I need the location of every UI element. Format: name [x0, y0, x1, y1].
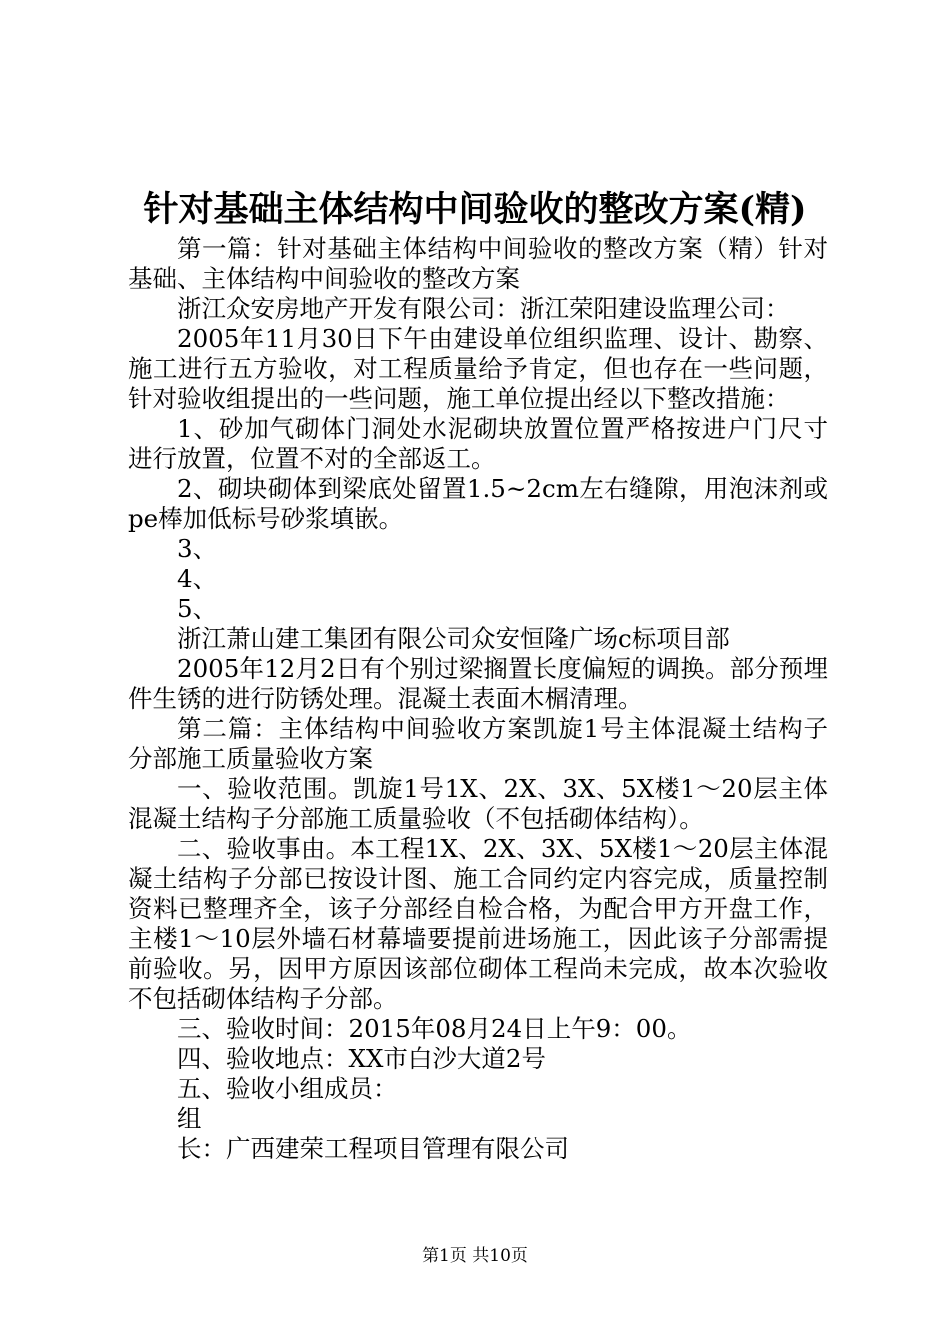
paragraph-part-two: 第二篇：主体结构中间验收方案凯旋1号主体混凝土结构子分部施工质量验收方案: [128, 714, 828, 773]
paragraph-followup: 2005年12月2日有个别过梁搁置长度偏短的调换。部分预埋件生锈的进行防锈处理。混凝土表面木榍清理。: [128, 654, 828, 713]
paragraph-item-5: 5、: [177, 594, 218, 623]
paragraph-members: 五、验收小组成员：: [177, 1074, 398, 1103]
paragraph-reason: 二、验收事由。本工程1X、2X、3X、5X楼1～20层主体混凝土结构子分部已按设计图、施工合同约定内容完成，质量控制资料已整理齐全，该子分部经自检合格，为配合甲方开盘工作，主楼1～10层外墙石材幕墙要提前进场施工，因此该子分部需提前验收。另，因甲方原因该部位砌体工程尚未完成，故本次验收不包括砌体结构子分部。: [128, 834, 828, 1013]
paragraph-item-2: 2、砌块砌体到梁底处留置1.5~2cm左右缝隙，用泡沫剂或pe棒加低标号砂浆填嵌。: [128, 474, 828, 533]
paragraph-contractor: 浙江萧山建工集团有限公司众安恒隆广场c标项目部: [177, 624, 730, 653]
paragraph-addressee: 浙江众安房地产开发有限公司：浙江荣阳建设监理公司：: [177, 294, 790, 323]
paragraph-time: 三、验收时间：2015年08月24日上午9：00。: [177, 1014, 692, 1043]
paragraph-location: 四、验收地点：XX市白沙大道2号: [177, 1044, 546, 1073]
document-title: 针对基础主体结构中间验收的整改方案(精): [143, 189, 807, 230]
paragraph-intro: 第一篇：针对基础主体结构中间验收的整改方案（精）针对基础、主体结构中间验收的整改方案: [128, 234, 828, 293]
document-body: [128, 234, 828, 1164]
paragraph-leader-label: 组: [177, 1104, 202, 1133]
page-footer: 第1页 共10页: [422, 1246, 528, 1266]
paragraph-item-3: 3、: [177, 534, 218, 563]
paragraph-inspection: 2005年11月30日下午由建设单位组织监理、设计、勘察、施工进行五方验收，对工程质量给予肯定，但也存在一些问题，针对验收组提出的一些问题，施工单位提出经以下整改措施：: [128, 324, 828, 413]
paragraph-item-4: 4、: [177, 564, 218, 593]
paragraph-scope: 一、验收范围。凯旋1号1X、2X、3X、5X楼1～20层主体混凝土结构子分部施工质量验收（不包括砌体结构）。: [128, 774, 828, 833]
paragraph-item-1: 1、砂加气砌体门洞处水泥砌块放置位置严格按进户门尺寸进行放置，位置不对的全部返工。: [128, 414, 828, 473]
paragraph-leader: 长：广西建荣工程项目管理有限公司: [177, 1134, 569, 1163]
